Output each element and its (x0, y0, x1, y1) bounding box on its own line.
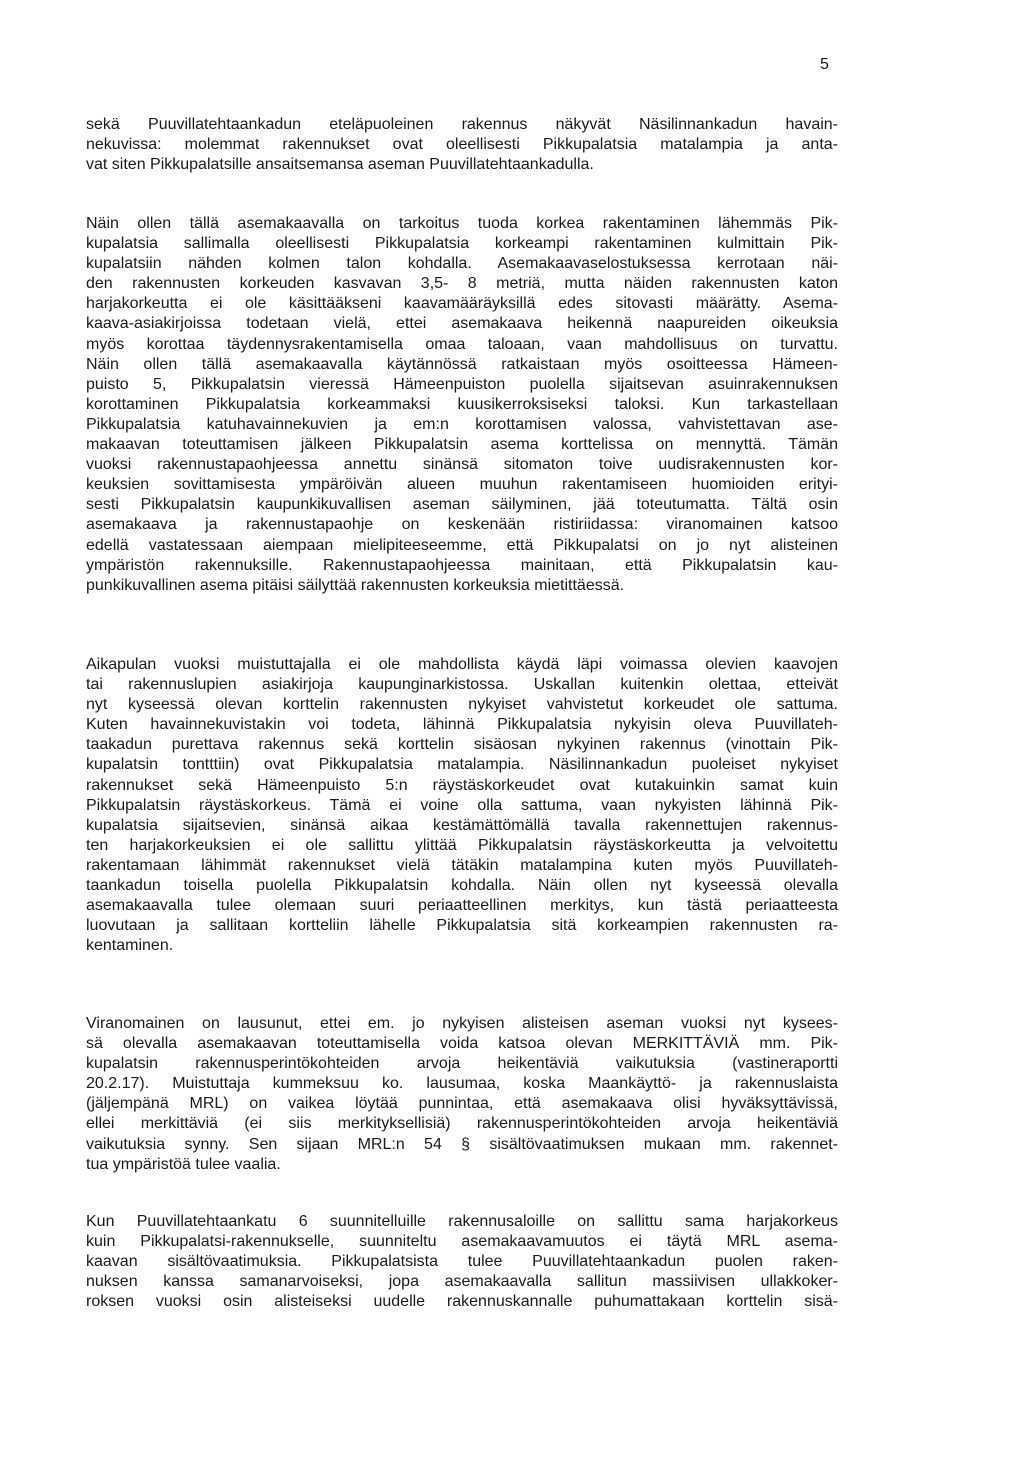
paragraph-3 (86, 655, 838, 956)
paragraph-5 (86, 1212, 838, 1312)
text-line: kuin Pikkupalatsi-rakennukselle, suunniteltu asemakaavamuutos ei täytä MRL asema- (86, 1233, 838, 1251)
text-line: edellä vastatessaan aiempaan mielipiteeseemme, että Pikkupalatsi on jo nyt alisteinen (86, 536, 838, 554)
text-line: nekuvissa: molemmat rakennukset ovat oleellisesti Pikkupalatsia matalampia ja anta- (86, 136, 838, 154)
text-line: rakennukset sekä Hämeenpuisto 5:n räystäskorkeudet ovat kutakuinkin samat kuin (86, 776, 838, 794)
text-line: puisto 5, Pikkupalatsin vieressä Hämeenpuiston puolella sijaitsevan asuinrakennuksen (86, 375, 838, 393)
text-line: Aikapulan vuoksi muistuttajalla ei ole mahdollista käydä läpi voimassa olevien kaavojen (86, 656, 838, 673)
text-line: asemakaava ja rakennustapaohje on keskenään ristiriidassa: viranomainen katsoo (86, 516, 838, 534)
text-line: ten harjakorkeuksien ei ole sallittu ylittää Pikkupalatsin räystäskorkeutta ja velvoitettu (86, 836, 838, 854)
text-line: kupalatsin rakennusperintökohteiden arvoja heikentäviä vaikutuksia (vastineraportti (86, 1055, 838, 1073)
text-line: kaava-asiakirjoissa todetaan vielä, ettei asemakaava heikennä naapureiden oikeuksia (86, 315, 838, 333)
text-line: taakadun purettava rakennus sekä korttelin sisäosan nykyinen rakennus (vinottain Pik- (86, 736, 838, 754)
text-line: kupalatsia sallimalla oleellisesti Pikkupalatsia korkeampi rakentaminen kulmittain Pik- (86, 235, 838, 253)
text-line: Näin ollen tällä asemakaavalla käytännössä ratkaistaan myös osoitteessa Hämeen- (86, 355, 838, 373)
text-line: kupalatsin tontttiin) ovat Pikkupalatsia matalampia. Näsilinnankadun puoleiset nykyiset (86, 756, 838, 774)
text-line: Pikkupalatsia katuhavainnekuvien ja em:n korottamisen valossa, vahvistettavan ase- (86, 415, 838, 433)
text-line: kaavan sisältövaatimuksia. Pikkupalatsista tulee Puuvillatehtaankadun puolen raken- (86, 1253, 838, 1271)
text-line: tua ympäristöä tulee vaalia. (86, 1155, 281, 1173)
text-line: Kuten havainnekuvistakin voi todeta, lähinnä Pikkupalatsia nykyisin oleva Puuvillateh- (86, 716, 838, 734)
text-line: Näin ollen tällä asemakaavalla on tarkoitus tuoda korkea rakentaminen lähemmäs Pik- (86, 215, 838, 232)
text-line: Viranomainen on lausunut, ettei em. jo nykyisen alisteisen aseman vuoksi nyt kysees- (86, 1015, 838, 1032)
text-line: korottaminen Pikkupalatsia korkeammaksi kuusikerroksiseksi taloksi. Kun tarkastellaan (86, 395, 838, 413)
text-line: sä olevalla asemakaavan toteuttamisella voida katsoa olevan MERKITTÄVIÄ mm. Pik- (86, 1035, 838, 1053)
text-line: keuksien sovittamisesta ympäröivän alueen muuhun rakentamiseen huomioiden erityi- (86, 476, 838, 494)
text-line: ellei merkittäviä (ei siis merkityksellisiä) rakennusperintökohteiden arvoja heikentäviä (86, 1115, 838, 1133)
text-line: kupalatsia sijaitsevien, sinänsä aikaa kestämättömällä tavalla rakennettujen rakennus- (86, 816, 838, 834)
text-line: myös korottaa täydennysrakentamisella omaa taloaan, vaan mahdollisuus on turvattu. (86, 335, 838, 353)
text-line: sekä Puuvillatehtaankadun eteläpuoleinen rakennus näkyvät Näsilinnankadun havain- (86, 116, 838, 133)
text-line: Pikkupalatsin räystäskorkeus. Tämä ei voine olla sattuma, vaan nykyisten lähinnä Pik- (86, 796, 838, 814)
text-line: harjakorkeutta ei ole käsittääkseni kaavamääräyksillä edes sitovasti määrätty. Asema- (86, 295, 838, 313)
text-line: nyt kyseessä olevan korttelin rakennusten nykyiset vahvistetut korkeudet ole sattuma. (86, 696, 838, 714)
paragraph-4 (86, 1014, 838, 1175)
text-line: (jäljempänä MRL) on vaikea löytää punnintaa, että asemakaava olisi hyväksyttävissä, (86, 1095, 838, 1113)
text-line: kupalatsiin nähden kolmen talon kohdalla. Asemakaavaselostuksessa kerrotaan näi- (86, 255, 838, 273)
text-line: nuksen kanssa samanarvoiseksi, jopa asemakaavalla sallitun massiivisen ullakkoker- (86, 1273, 838, 1291)
text-line: asemakaavalla tulee olemaan suuri periaatteellinen merkitys, kun tästä periaatteesta (86, 897, 838, 915)
text-line: 20.2.17). Muistuttaja kummeksuu ko. lausumaa, koska Maankäyttö- ja rakennuslaista (86, 1075, 838, 1093)
text-line: vaikutuksia synny. Sen sijaan MRL:n 54 § sisältövaatimuksen mukaan mm. rakennet- (86, 1135, 838, 1153)
text-line: vuoksi rakennustapaohjeessa annettu sinänsä sitomaton toive uudisrakennusten kor- (86, 456, 838, 474)
page-number: 5 (820, 56, 829, 73)
text-line: ympäristön rakennuksille. Rakennustapaohjeessa mainitaan, että Pikkupalatsin kau- (86, 556, 838, 574)
text-line: rakentamaan lähimmät rakennukset vielä tätäkin matalampina kuten myös Puuvillateh- (86, 856, 838, 874)
text-line: tai rakennuslupien asiakirjoja kaupunginarkistossa. Uskallan kuitenkin olettaa, etteivät (86, 676, 838, 694)
text-line: den rakennusten korkeuden kasvavan 3,5- 8 metriä, mutta näiden rakennusten katon (86, 275, 838, 293)
text-line: punkikuvallinen asema pitäisi säilyttää rakennusten korkeuksia mietittäessä. (86, 576, 625, 594)
paragraph-2 (86, 214, 838, 596)
text-line: makaavan toteuttamisen jälkeen Pikkupalatsin asema korttelissa on mennyttä. Tämän (86, 436, 838, 454)
text-line: taankadun toisella puolella Pikkupalatsin kohdalla. Näin ollen nyt kyseessä olevalla (86, 877, 838, 895)
text-line: sesti Pikkupalatsin kaupunkikuvallisen aseman säilyminen, jää toteutumatta. Tältä osin (86, 496, 838, 514)
text-line: kentaminen. (86, 937, 174, 955)
text-line: Kun Puuvillatehtaankatu 6 suunnitelluille rakennusaloille on sallittu sama harjakorkeus (86, 1213, 838, 1230)
text-line: roksen vuoksi osin alisteiseksi uudelle rakennuskannalle puhumattakaan korttelin sisä- (86, 1293, 838, 1311)
text-line: vat siten Pikkupalatsille ansaitsemansa aseman Puuvillatehtaankadulla. (86, 156, 594, 174)
text-line: luovutaan ja sallitaan kortteliin lähelle Pikkupalatsia sitä korkeampien rakennusten ra- (86, 917, 838, 935)
paragraph-1 (86, 115, 838, 175)
